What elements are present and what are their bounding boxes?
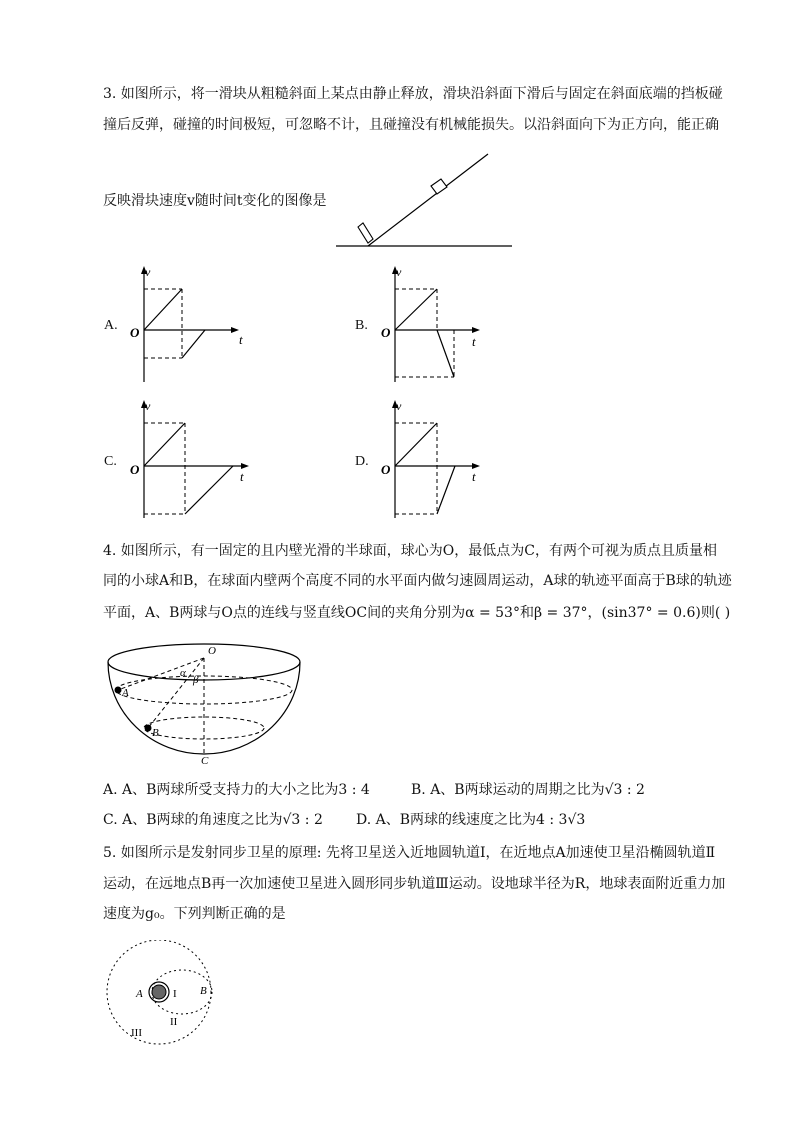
label-a: A [136, 988, 143, 1000]
q5-line-2: 运动，在远地点B再一次加速使卫星进入圆形同步轨道Ⅲ运动。设地球半径为R，地球表面附近重力加 [103, 876, 726, 892]
label-ii: II [170, 1016, 178, 1028]
origin-label: O [130, 325, 140, 340]
earth [152, 985, 166, 999]
label-o: O [208, 645, 216, 657]
orbit-figure [104, 940, 222, 1048]
axis-v-label: v [145, 399, 151, 413]
option-d-label[interactable]: D. [355, 454, 369, 469]
q3-line-3: 反映滑块速度v随时间t变化的图像是 [103, 193, 327, 209]
q5-line-1: 5. 如图所示是发射同步卫星的原理: 先将卫星送入近地圆轨道Ⅰ，在近地点A加速使卫星沿椭圆轨道Ⅱ [103, 845, 716, 861]
label-a: A [122, 687, 129, 699]
q4-line-1: 4. 如图所示，有一固定的且内壁光滑的半球面，球心为O，最低点为C，有两个可视为质点且质量相 [103, 543, 717, 559]
label-alpha: α [180, 667, 186, 679]
incline-line [368, 154, 488, 246]
q4-line-2: 同的小球A和B，在球面内壁两个高度不同的水平面内做匀速圆周运动，A球的轨迹平面高于B球的轨迹 [103, 573, 732, 589]
q4-line-3: 平面，A、B两球与O点的连线与竖直线OC间的夹角分别为α = 53°和β = 37°，(sin37° = 0.6)则( ) [103, 605, 731, 621]
incline-figure [330, 148, 520, 253]
origin-label: O [381, 325, 391, 340]
option-a-label[interactable]: A. [104, 318, 118, 333]
axis-v-label: v [396, 399, 402, 413]
stopper-plate [358, 223, 373, 243]
origin-label: O [130, 462, 140, 477]
label-beta: β [193, 674, 199, 686]
q3-line-1: 3. 如图所示，将一滑块从粗糙斜面上某点由静止释放，滑块沿斜面下滑后与固定在斜面底端的挡板碰 [103, 86, 723, 102]
option-c-label[interactable]: C. [104, 454, 117, 469]
slider-block [431, 179, 447, 194]
origin-label: O [381, 462, 391, 477]
q5-line-3: 速度为g₀。下列判断正确的是 [103, 906, 286, 922]
q3-line-2: 撞后反弹，碰撞的时间极短，可忽略不计，且碰撞没有机械能损失。以沿斜面向下为正方向，能正确 [103, 117, 719, 133]
axis-v-label: v [145, 265, 151, 279]
axis-v-label: v [396, 265, 402, 279]
axis-t-label: t [240, 469, 244, 484]
ball-b [145, 725, 152, 732]
label-b: B [152, 727, 159, 739]
graph-b[interactable] [376, 262, 506, 387]
label-b: B [200, 985, 207, 997]
label-i: I [173, 988, 177, 1000]
hemisphere-figure [104, 640, 304, 768]
q4-option-b[interactable]: B. A、B两球运动的周期之比为√3 : 2 [411, 782, 645, 798]
ball-a [115, 687, 122, 694]
axis-t-label: t [472, 334, 476, 349]
axis-t-label: t [239, 332, 243, 347]
graph-c[interactable] [125, 396, 265, 521]
axis-t-label: t [472, 469, 476, 484]
option-b-label[interactable]: B. [355, 318, 368, 333]
q4-option-c[interactable]: C. A、B两球的角速度之比为√3 : 2 [103, 812, 323, 828]
graph-d[interactable] [376, 396, 506, 521]
q4-option-d[interactable]: D. A、B两球的线速度之比为4 : 3√3 [356, 812, 586, 828]
q4-option-a[interactable]: A. A、B两球所受支持力的大小之比为3 : 4 [103, 782, 370, 798]
label-c: C [201, 755, 209, 767]
graph-a[interactable] [125, 262, 255, 387]
label-iii: III [131, 1027, 142, 1039]
